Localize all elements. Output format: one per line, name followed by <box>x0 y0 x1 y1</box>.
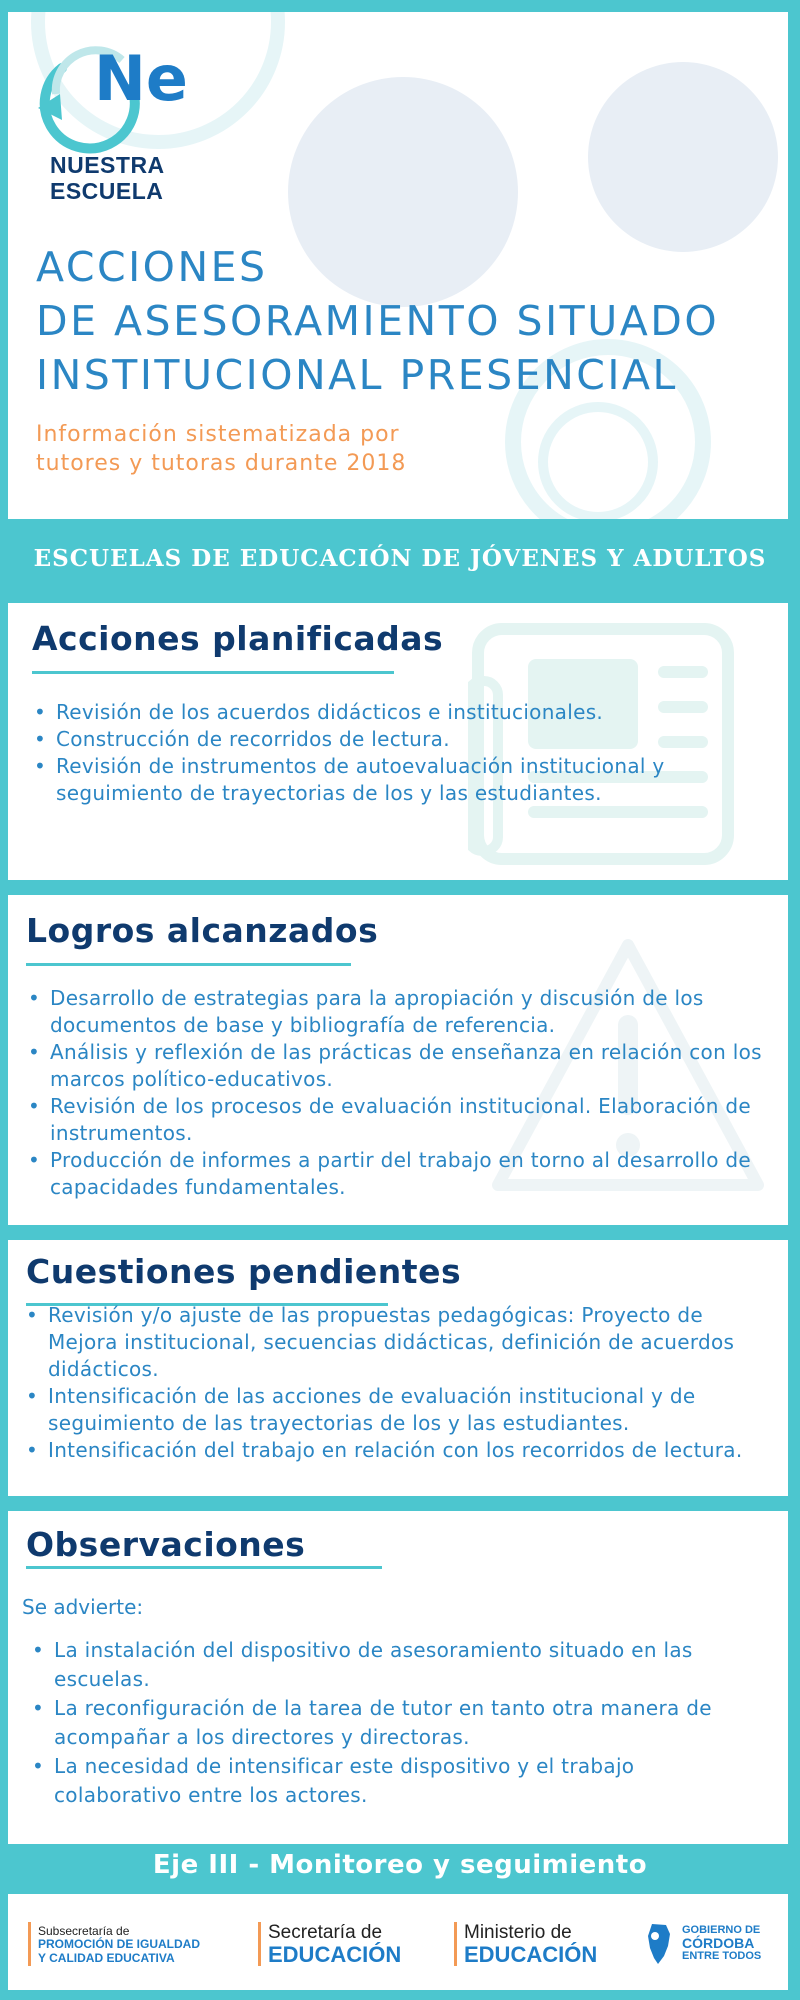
logo-line: CÓRDOBA <box>682 1935 755 1951</box>
footer-band <box>0 1844 800 1894</box>
header-panel <box>8 12 788 519</box>
logo-secretaria-educacion <box>258 1922 428 1970</box>
section-logros-alcanzados <box>8 895 788 1225</box>
list-item: • Revisión de los procesos de evaluación institucional. Elaboración de instrumentos. <box>24 1093 764 1147</box>
list-item: • Revisión de instrumentos de autoevaluación institucional y seguimiento de trayectorias de los y las estudiantes. <box>30 753 730 807</box>
logo-divider <box>454 1922 457 1966</box>
title-line-1: ACCIONES <box>36 243 268 291</box>
section-acciones-planificadas <box>8 603 788 880</box>
logo-word-2: ESCUELA <box>50 178 164 204</box>
bullet-list <box>30 699 730 807</box>
section-cuestiones-pendientes <box>8 1240 788 1496</box>
logo-ministerio-educacion <box>454 1922 624 1970</box>
page-title <box>36 240 756 402</box>
logo-subsecretaria-big <box>38 1937 200 1965</box>
logo-line: ENTRE TODOS <box>682 1950 762 1962</box>
list-item: • Intensificación del trabajo en relación con los recorridos de lectura. <box>22 1437 767 1464</box>
logo-word-1: NUESTRA <box>50 152 165 178</box>
list-item: • Producción de informes a partir del trabajo en torno al desarrollo de capacidades fundamentales. <box>24 1147 764 1201</box>
title-underline <box>26 1566 382 1569</box>
logo-big-text: EDUCACIÓN <box>268 1942 402 1967</box>
list-item: • Revisión de los acuerdos didácticos e institucionales. <box>30 699 730 726</box>
logo-subsecretaria-small: Subsecretaría de <box>38 1924 130 1938</box>
list-item: • La reconfiguración de la tarea de tutor en tanto otra manera de acompañar a los directores y directoras. <box>28 1694 768 1752</box>
list-item: • Intensificación de las acciones de evaluación institucional y de seguimiento de las trayectorias de los y las estudiantes. <box>22 1383 767 1437</box>
subtitle-line-2: tutores y tutoras durante 2018 <box>36 451 407 476</box>
logo-gobierno-cordoba <box>646 1922 776 1970</box>
sponsor-logos <box>8 1894 788 1990</box>
footer-label: Eje III - Monitoreo y seguimiento <box>152 1850 648 1880</box>
section-observaciones <box>8 1511 788 1844</box>
list-item: • Revisión y/o ajuste de las propuestas pedagógicas: Proyecto de Mejora institucional, secuencias didácticas, definición de acuerdos didácticos. <box>22 1302 767 1383</box>
category-band <box>0 519 800 603</box>
logo-divider <box>28 1922 31 1966</box>
logo-line: PROMOCIÓN DE IGUALDAD <box>38 1937 200 1951</box>
title-underline <box>26 963 351 966</box>
title-line-2: DE ASESORAMIENTO SITUADO <box>36 297 720 345</box>
logo-big-text: EDUCACIÓN <box>464 1942 598 1967</box>
logo-subsecretaria <box>28 1922 228 1970</box>
title-line-3: INSTITUCIONAL PRESENCIAL <box>36 351 678 399</box>
category-label: ESCUELAS DE EDUCACIÓN DE JÓVENES Y ADULTOS <box>33 545 767 572</box>
list-item: • La instalación del dispositivo de asesoramiento situado en las escuelas. <box>28 1636 768 1694</box>
section-title: Acciones planificadas <box>32 619 444 658</box>
bullet-list <box>24 985 764 1201</box>
page-subtitle <box>36 420 516 478</box>
list-item: • La necesidad de intensificar este dispositivo y el trabajo colaborativo entre los actores. <box>28 1752 768 1810</box>
list-item: • Desarrollo de estrategias para la apropiación y discusión de los documentos de base y bibliografía de referencia. <box>24 985 764 1039</box>
cordoba-map-icon <box>646 1922 672 1966</box>
logo-wordmark <box>50 152 165 204</box>
logo-line: GOBIERNO DE <box>682 1924 761 1936</box>
logo-cordoba-text <box>682 1924 761 1963</box>
subtitle-line-1: Información sistematizada por <box>36 422 400 447</box>
logo-divider <box>258 1922 261 1966</box>
logo-line: Y CALIDAD EDUCATIVA <box>38 1951 175 1965</box>
section-title: Logros alcanzados <box>26 911 379 950</box>
section-title: Observaciones <box>26 1525 306 1564</box>
bullet-list <box>22 1302 767 1464</box>
section-title: Cuestiones pendientes <box>26 1252 462 1291</box>
list-item: • Construcción de recorridos de lectura. <box>30 726 730 753</box>
list-item: • Análisis y reflexión de las prácticas de enseñanza en relación con los marcos político-educativos. <box>24 1039 764 1093</box>
intro-text: Se advierte: <box>22 1595 144 1619</box>
bullet-list <box>28 1636 768 1810</box>
title-underline <box>32 671 394 674</box>
logo-mid-text: Ministerio de <box>464 1922 572 1943</box>
svg-text:Ne: Ne <box>94 42 188 115</box>
logo-mid-text: Secretaría de <box>268 1922 383 1943</box>
